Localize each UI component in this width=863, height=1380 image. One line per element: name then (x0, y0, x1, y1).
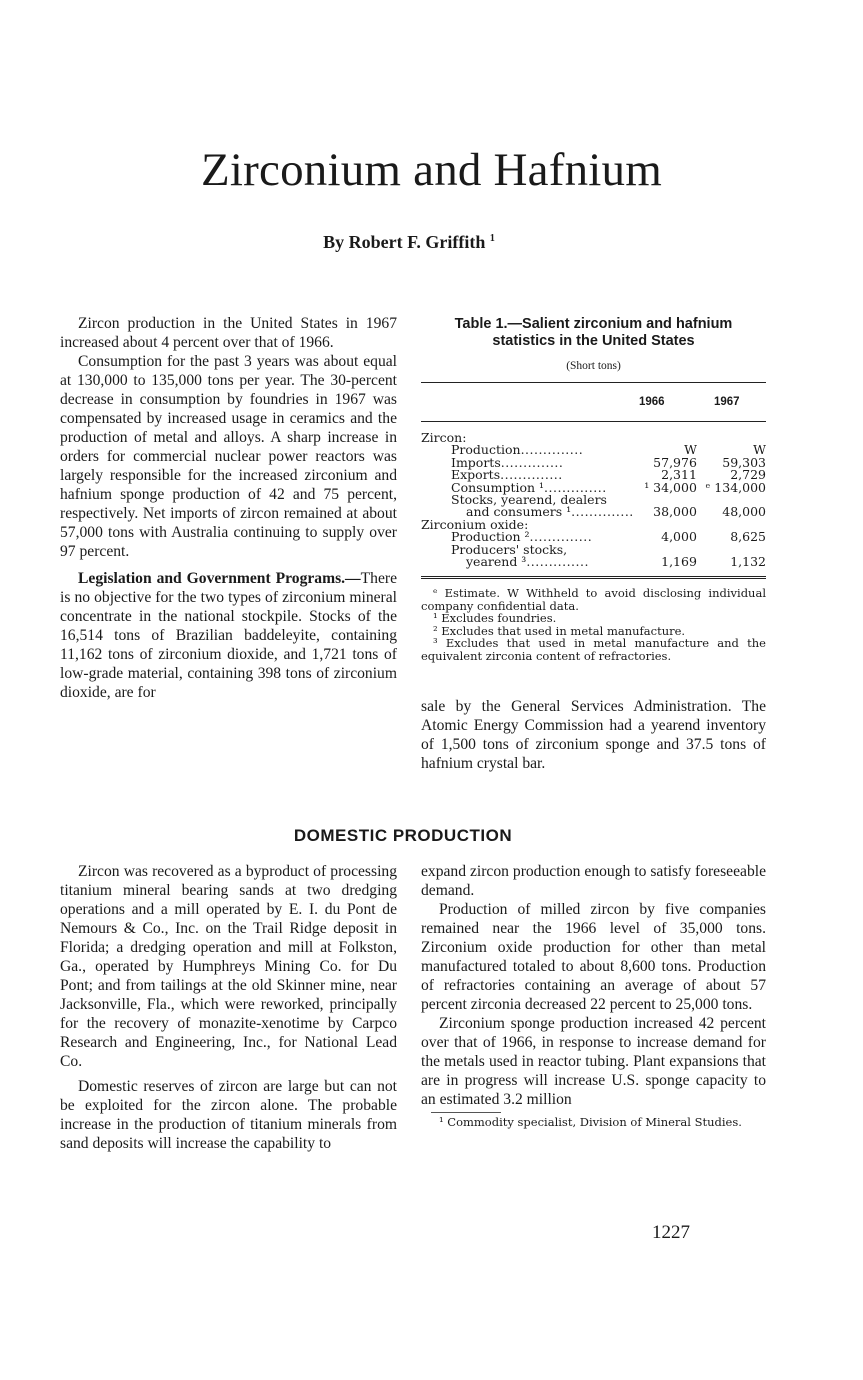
table-row-label (421, 556, 641, 568)
intro-paragraph-2: Consumption for the past 3 years was about equal at 130,000 to 135,000 tons per year. The 30-percent decrease in consumption by foundries in 1967 was compensated by increased usage in ceramics and the production of metal and alloys. A sharp increase in orders for commercial nuclear power reactors was largely responsible for the increased zirconium and hafnium sponge production of 42 and 75 percent, respectively. Net imports of zircon remained at about 57,000 tons with Australia continuing to supply over 97 percent. (60, 353, 397, 560)
leader-dots: .............. (544, 479, 607, 495)
value-1966: 2,311 (661, 467, 697, 483)
domestic-paragraph-3: Production of milled zircon by five companies remained near the 1966 level of 35,000 tons. Zirconium oxide production for other than metal manufactured totaled to about 8,600 tons. Production of refractories containing an average of about 57 percent zirconia decreased 22 percent to 25,000 tons. (421, 901, 766, 1013)
page-number: 1227 (652, 1222, 690, 1243)
value-1966: 1,169 (661, 554, 697, 570)
value-1966: 38,000 (653, 504, 697, 520)
table-body (421, 432, 766, 568)
domestic-paragraph-1: Zircon was recovered as a byproduct of processing titanium mineral bearing sands at two dredging operations and a mill operated by E. I. du Pont de Nemours & Co., Inc. on the Trail Ridge deposit in Florida; a dredging operation and mill at Folkston, Ga., operated by Humphreys Mining Co. for Du Pont; and from tailings at the old Skinner mine, near Jacksonville, Fla., which were reworked, principally for the recovery of monazite-xenotime by Carpco Research and Engineering, Inc., for National Lead Co. (60, 863, 397, 1070)
leader-dots: .............. (520, 442, 584, 458)
intro-paragraph-1: Zircon production in the United States in 1967 increased about 4 percent over that of 1966. (60, 315, 397, 351)
value-1966: ¹ 34,000 (644, 479, 697, 495)
row-label-text: and consumers ¹ (466, 504, 572, 520)
row-label-text: Production ² (451, 529, 530, 545)
footnote-rule (431, 1112, 501, 1113)
author-footnote-mark: 1 (489, 233, 495, 244)
col-header-1967: 1967 (714, 396, 740, 408)
intro-column (60, 314, 397, 702)
row-label-text: Zircon: (421, 430, 467, 445)
domestic-paragraph-2: Domestic reserves of zircon are large but can not be exploited for the zircon alone. The probable increase in the production of titanium minerals from sand deposits will increase the capability to (60, 1078, 397, 1152)
table-note-3: ² Excludes that used in metal manufacture. (433, 623, 686, 638)
legislation-text: There is no objective for the two types of zirconium mineral concentrate in the national stockpile. Stocks of the 16,514 tons of Brazilian baddeleyite, containing 11,162 tons of zirconium dioxide, and 1,721 tons of low-grade material, containing 398 tons of zirconium dioxide, are for (60, 570, 397, 701)
table-header-rule (421, 421, 766, 422)
col-header-1966: 1966 (639, 396, 665, 408)
section-heading-domestic-production: DOMESTIC PRODUCTION (293, 826, 513, 845)
row-label-text: Imports (451, 454, 501, 470)
table-units: (Short tons) (566, 360, 621, 372)
row-label-text: Production (451, 442, 521, 458)
author-name: By Robert F. Griffith (323, 232, 486, 252)
value-1967: 59,303 (722, 454, 766, 470)
leader-dots: .............. (571, 504, 634, 520)
domestic-paragraph-4: Zirconium sponge production increased 42 percent over that of 1966, in response to increase demand for the metals used in reactor tubing. Plant expansions that are in progress will increase U.S. sponge capacity to an estimated 3.2 million (421, 1015, 766, 1108)
legislation-heading: Legislation and Government Programs.— (78, 570, 361, 587)
table-bottom-rule (421, 576, 766, 579)
byline (0, 232, 818, 253)
value-1966: 4,000 (661, 529, 697, 545)
legislation-paragraph (60, 569, 397, 702)
value-1967: W (753, 442, 766, 458)
value-1966: 57,976 (653, 454, 697, 470)
table-note-1: ᵉ Estimate. W Withheld to avoid disclosing individual company confidential data. (421, 586, 766, 613)
footnote: ¹ Commodity specialist, Division of Mineral Studies. (439, 1115, 742, 1129)
row-label-text: Stocks, yearend, dealers (451, 492, 607, 508)
row-label-text: Zirconium oxide: (421, 516, 529, 532)
row-label-text: yearend ³ (466, 554, 527, 570)
value-1967: 1,132 (730, 554, 766, 570)
table-row (421, 556, 766, 568)
leader-dots: .............. (526, 554, 589, 570)
table-notes (421, 587, 766, 661)
leader-dots: .............. (500, 454, 564, 470)
leader-dots: .............. (529, 529, 593, 545)
value-1967: ᵉ 134,000 (705, 479, 766, 495)
table-note-2: ¹ Excludes foundries. (433, 611, 557, 626)
table-title-line-1: Table 1.—Salient zirconium and hafnium (454, 316, 733, 332)
legislation-continued-column (421, 697, 766, 773)
table-header (421, 383, 766, 421)
value-1967: 8,625 (730, 529, 766, 545)
value-1966: W (684, 442, 697, 458)
domestic-right-column (421, 862, 766, 1129)
domestic-paragraph-2-continued: expand zircon production enough to satisfy foreseeable demand. (421, 863, 766, 899)
legislation-continued: sale by the General Services Administration. The Atomic Energy Commission had a yearend inventory of 1,500 tons of zirconium sponge and 37.5 tons of hafnium crystal bar. (421, 698, 766, 772)
row-label-text: Producers' stocks, (451, 541, 568, 557)
value-1967: 2,729 (730, 467, 766, 483)
table-title-line-2: statistics in the United States (492, 333, 695, 349)
domestic-left-column (60, 862, 397, 1153)
row-label-text: Consumption ¹ (451, 479, 545, 495)
salient-statistics-table (421, 316, 766, 662)
value-1967: 48,000 (722, 504, 766, 520)
leader-dots: .............. (500, 467, 563, 483)
table-note-4: ³ Excludes that used in metal manufacture and the equivalent zirconia content of refractories. (421, 636, 766, 663)
row-label-text: Exports (451, 467, 501, 483)
page-title: Zirconium and Hafnium (200, 144, 663, 196)
